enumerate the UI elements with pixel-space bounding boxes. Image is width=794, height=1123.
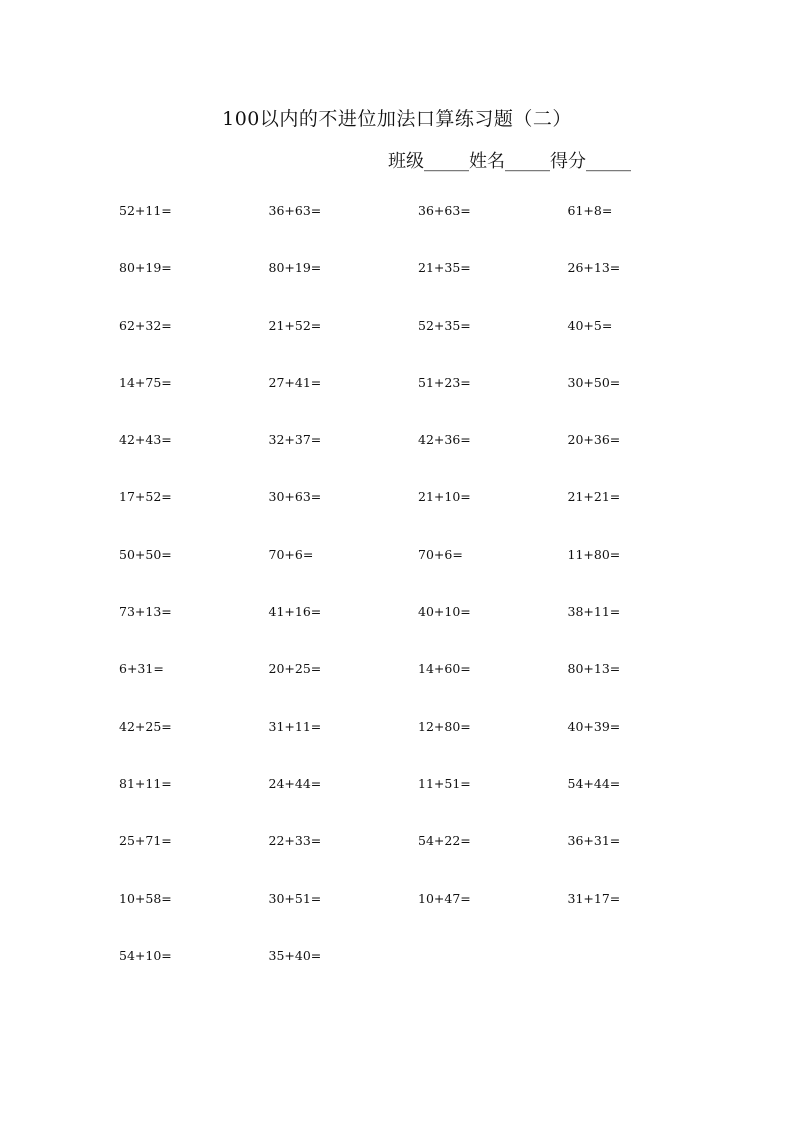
problem-item: 54+22= (418, 833, 471, 849)
problem-item: 80+19= (268, 260, 322, 276)
problem-item: 41+16= (268, 604, 322, 620)
problem-item: 27+41= (268, 374, 322, 390)
problem-item: 30+50= (567, 374, 621, 390)
problem-item: 42+36= (418, 432, 471, 448)
problem-item: 40+10= (418, 604, 471, 620)
problem-item: 54+44= (567, 775, 621, 791)
problem-item: 22+33= (268, 833, 322, 849)
problem-item: 40+39= (567, 718, 621, 734)
problem-item: 31+11= (268, 718, 322, 734)
problem-item: 11+51= (418, 775, 471, 791)
problem-item: 14+60= (418, 661, 471, 677)
problem-item: 62+32= (119, 317, 172, 333)
problem-item: 61+8= (567, 203, 613, 218)
class-field: 班级_____ (388, 151, 469, 172)
problem-item: 80+19= (119, 260, 172, 276)
problem-item: 30+63= (268, 489, 322, 505)
problem-item: 80+13= (567, 661, 621, 677)
problem-item: 25+71= (119, 833, 172, 849)
problem-item: 17+52= (119, 489, 172, 505)
problem-grid (119, 203, 719, 1005)
problem-item: 36+31= (567, 833, 621, 849)
problem-item: 52+35= (418, 317, 471, 333)
problem-item: 54+10= (119, 947, 172, 963)
problem-item: 11+80= (567, 546, 621, 562)
problem-item: 42+43= (119, 432, 172, 448)
problem-item: 52+11= (119, 203, 172, 218)
student-info-line (388, 147, 631, 173)
problem-item: 42+25= (119, 718, 172, 734)
problem-item: 26+13= (567, 260, 621, 276)
name-field: 姓名_____ (469, 151, 550, 172)
problem-item: 21+52= (268, 317, 322, 333)
problem-item: 40+5= (567, 317, 613, 333)
problem-item: 21+21= (567, 489, 621, 505)
problem-item: 14+75= (119, 374, 172, 390)
problem-item: 38+11= (567, 604, 621, 620)
problem-item: 81+11= (119, 775, 172, 791)
problem-item: 21+35= (418, 260, 471, 276)
problem-item: 10+58= (119, 890, 172, 906)
problem-item: 70+6= (418, 546, 463, 562)
problem-item: 21+10= (418, 489, 471, 505)
problem-item: 70+6= (268, 546, 314, 562)
problem-item: 20+25= (268, 661, 322, 677)
problem-item: 20+36= (567, 432, 621, 448)
problem-item: 10+47= (418, 890, 471, 906)
problem-item: 12+80= (418, 718, 471, 734)
problem-item: 32+37= (268, 432, 322, 448)
problem-item: 31+17= (567, 890, 621, 906)
problem-item: 50+50= (119, 546, 172, 562)
problem-item: 35+40= (268, 947, 322, 963)
problem-item: 36+63= (418, 203, 471, 218)
score-field: 得分_____ (550, 151, 631, 172)
problem-item: 36+63= (268, 203, 322, 218)
problem-item: 30+51= (268, 890, 322, 906)
problem-item: 73+13= (119, 604, 172, 620)
problem-item: 24+44= (268, 775, 322, 791)
page-title: 100以内的不进位加法口算练习题（二） (222, 108, 572, 130)
problem-item: 6+31= (119, 661, 164, 677)
problem-item: 51+23= (418, 374, 471, 390)
